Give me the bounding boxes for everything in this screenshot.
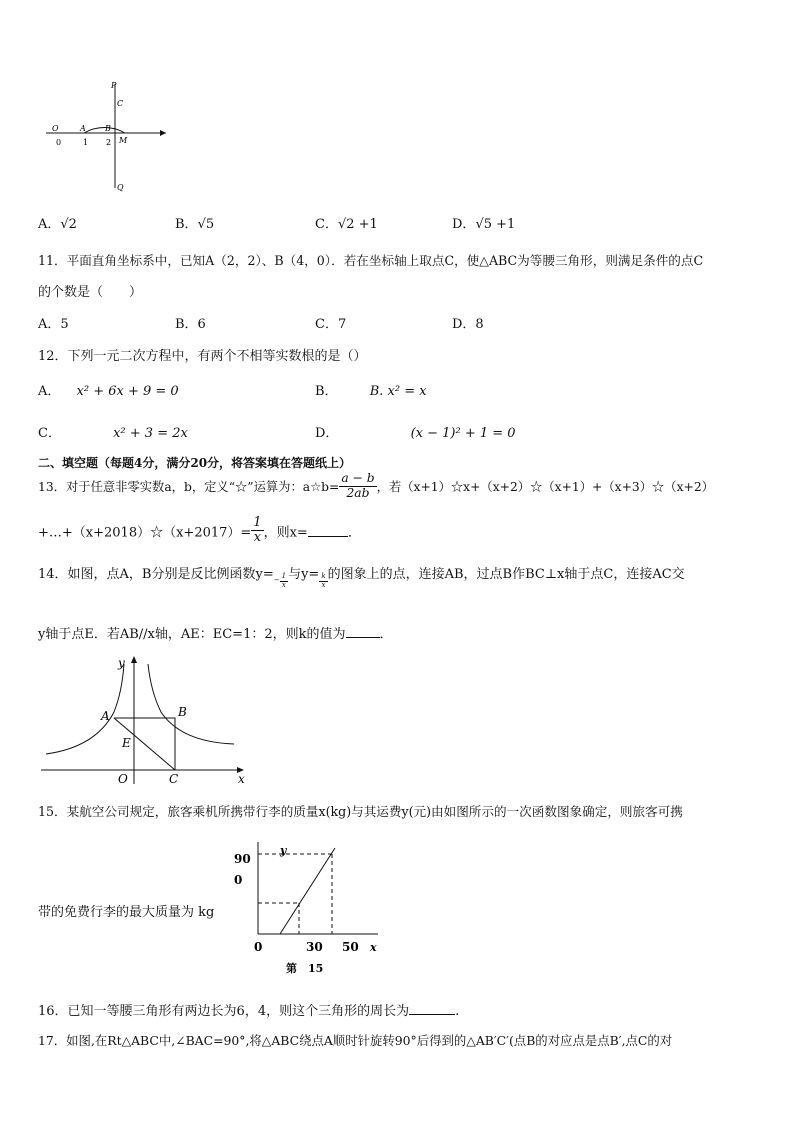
q12-option-c (38, 422, 188, 441)
q15-line2: 带的免费行李的最大质量为 kg (38, 905, 215, 920)
q14-label-B: B (178, 705, 187, 719)
q13-frac2-denominator: x (253, 530, 262, 546)
q11-option-a: A．5 (38, 317, 69, 332)
q14-line1 (38, 563, 685, 589)
q14-label-C: C (169, 772, 179, 786)
q15-label-50: 50 (342, 940, 359, 954)
q12-option-a-eq: x² + 6x + 9 = 0 (76, 384, 179, 399)
q14-label-O: O (118, 772, 128, 786)
q10-option-a-label: A． (38, 217, 61, 232)
q16-line (38, 1000, 459, 1019)
q13-line1 (38, 472, 714, 500)
q12-option-a (38, 380, 179, 399)
q10-option-b-math: √5 (197, 217, 215, 232)
q10-option-c (315, 213, 378, 232)
q12-option-b (315, 380, 427, 399)
q16-answer-blank[interactable] (409, 1002, 455, 1015)
q14-f1-denominator: x (281, 580, 286, 589)
q16-end: . (455, 1004, 460, 1019)
q13-fraction2 (251, 516, 263, 546)
q14-line2-text: y轴于点E．若AB//x轴，AE：EC=1：2，则k的值为 (38, 627, 346, 642)
q15-label-y: y (280, 844, 287, 857)
q12-option-c-label: C． (38, 426, 61, 441)
q14-f1-sign: − (273, 576, 280, 585)
q14-line2-end: ． (379, 627, 393, 642)
q14-fraction-1 (274, 573, 288, 589)
q14-line2 (38, 623, 393, 642)
q14-answer-blank[interactable] (346, 625, 380, 638)
q14-label-A: A (101, 709, 110, 723)
label-B: B (105, 124, 111, 133)
q10-option-b (175, 213, 214, 232)
q13-frac-numerator: a − b (341, 471, 375, 485)
q12-option-b-label: B． (315, 384, 338, 399)
q14-fraction-2 (319, 573, 327, 589)
q13-part2: ，若（x+1）☆x+（x+2）☆（x+1）+（x+3）☆（x+2） (376, 480, 714, 495)
q15-label-0-x: 0 (254, 940, 263, 954)
q13-part1: 13．对于任意非零实数a，b，定义“☆”运算为：a☆b= (38, 480, 340, 495)
label-C: C (117, 99, 124, 108)
q15-label-x: x (370, 941, 377, 954)
q15-line1: 15．某航空公司规定，旅客乘机所携带行李的质量x(kg)与其运费y(元)由如图所示的一次函数图象确定，则旅客可携 (38, 804, 683, 819)
q15-label-30: 30 (306, 940, 323, 954)
q10-option-c-math: √2 +1 (337, 217, 378, 232)
q14-f2-denominator: x (321, 580, 326, 589)
q16-text: 16．已知一等腰三角形有两边长为6，4，则这个三角形的周长为 (38, 1004, 410, 1019)
number-line-figure (44, 80, 174, 195)
section-2-heading: 二、填空题（每题4分，满分20分，将答案填在答题纸上） (38, 456, 352, 470)
q14-label-y: y (118, 656, 125, 670)
q14-part2: 的图象上的点，连接AB，过点B作BC⊥x轴于点C，连接AC交 (327, 567, 685, 582)
q11-option-c: C．7 (315, 317, 347, 332)
q13-frac-denominator: 2ab (346, 485, 370, 500)
label-P: P (111, 81, 117, 90)
q12-option-a-label: A． (38, 384, 61, 399)
q13-line2c: ． (347, 525, 361, 541)
q12-option-d-eq: (x − 1)² + 1 = 0 (410, 426, 516, 441)
tick-1: 1 (83, 138, 89, 147)
tick-2: 2 (106, 138, 112, 147)
label-Q: Q (117, 183, 124, 192)
q14-label-E: E (122, 736, 131, 750)
q13-fraction (339, 472, 376, 500)
q14-label-x: x (238, 772, 245, 786)
q10-option-d-math: √5 +1 (475, 217, 516, 232)
q13-line2 (38, 516, 361, 546)
q11-line1: 11．平面直角坐标系中，已知A（2，2）、B（4，0）．若在坐标轴上取点C，使△ABC为等腰三角形，则满足条件的点C (38, 253, 704, 268)
q17-line: 17．如图,在Rt△ABC中,∠BAC=90°,将△ABC绕点A顺时针旋转90°后得到的△AB′C′(点B的对应点是点B′,点C的对 (38, 1033, 673, 1048)
q10-option-a-math: √2 (60, 217, 77, 232)
q10-option-c-label: C． (315, 217, 338, 232)
q15-figure-caption: 第 15 (286, 962, 324, 975)
q14-f1-numerator: 1 (281, 572, 287, 580)
q14-part1: 14．如图，点A，B分别是反比例函数y= (38, 567, 274, 582)
q13-answer-blank[interactable] (308, 524, 348, 537)
tick-0: 0 (56, 138, 62, 147)
q12-option-c-eq: x² + 3 = 2x (113, 426, 188, 441)
q15-linear-graph (228, 838, 388, 978)
label-M: M (119, 136, 128, 145)
q15-label-90: 90 (234, 852, 251, 866)
q13-frac2-numerator: 1 (253, 515, 262, 530)
q12-option-b-eq: B. x² = x (369, 384, 427, 399)
q10-option-a (38, 213, 77, 232)
label-O: O (52, 124, 59, 133)
q11-line2: 的个数是（ ） (38, 285, 143, 300)
q14-f2-numerator: k (321, 572, 326, 580)
q10-option-d (452, 213, 515, 232)
q13-line2a: +…+（x+2018）☆（x+2017）= (38, 525, 252, 541)
q14-hyperbola-figure (36, 652, 266, 787)
q10-option-b-label: B． (175, 217, 198, 232)
q11-option-d: D．8 (452, 317, 484, 332)
q14-mid: 与y= (288, 567, 320, 582)
q15-label-0-y: 0 (234, 873, 243, 887)
q12-stem: 12．下列一元二次方程中，有两个不相等实数根的是（） (38, 349, 367, 364)
label-A: A (80, 124, 86, 133)
q13-line2b: ，则x= (263, 525, 308, 541)
q12-option-d-label: D． (315, 426, 339, 441)
q12-option-d (315, 422, 516, 441)
q11-option-b: B．6 (175, 317, 206, 332)
q10-option-d-label: D． (452, 217, 476, 232)
